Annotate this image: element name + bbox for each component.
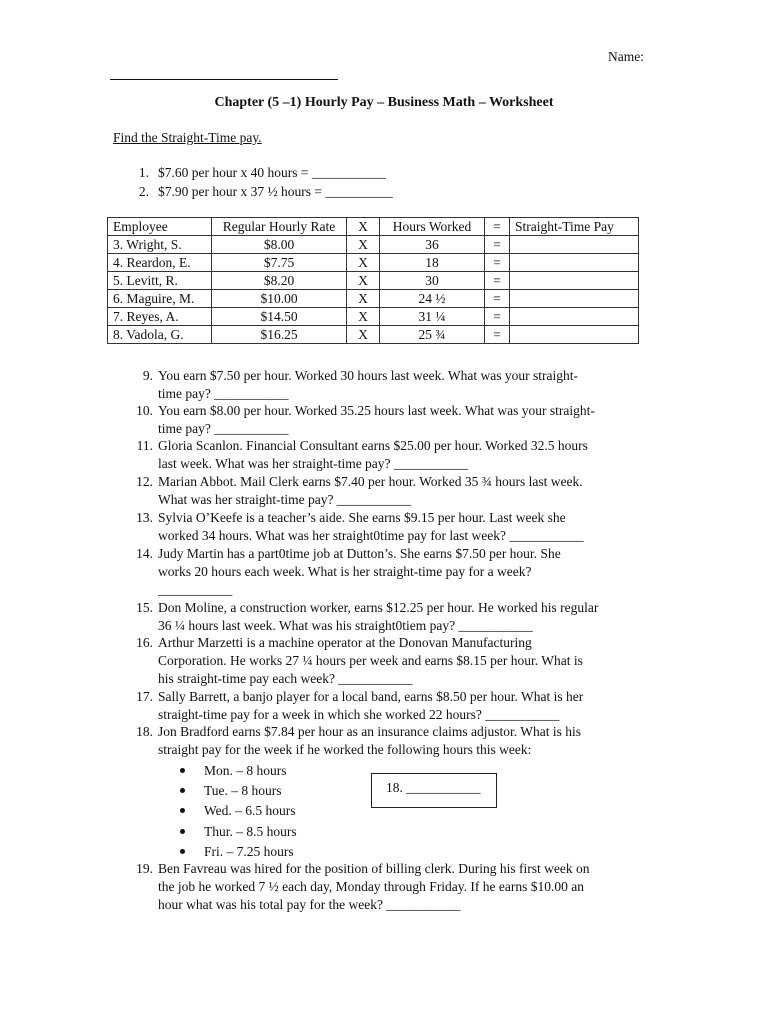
problem-number: 1. (138, 165, 149, 180)
table-header-row (108, 218, 639, 236)
question-line: Judy Martin has a part0time job at Dutton’s. She earns $7.50 per hour. She (158, 546, 561, 561)
question-line: Sylvia O’Keefe is a teacher’s aide. She earns $9.15 per hour. Last week she (158, 510, 566, 525)
pay-answer-cell[interactable] (510, 254, 639, 272)
bullet-icon (180, 849, 185, 854)
question-line: his straight-time pay each week? ___________ (158, 670, 413, 686)
hours-cell: 18 (380, 254, 485, 272)
pay-answer-cell[interactable] (510, 326, 639, 344)
times-cell: X (347, 254, 380, 272)
question-line: Jon Bradford earns $7.84 per hour as an insurance claims adjustor. What is his (158, 724, 582, 739)
equals-cell: = (485, 272, 510, 290)
rate-cell: $14.50 (212, 308, 347, 326)
column-header: Straight-Time Pay (510, 218, 639, 236)
question-line: 36 ¼ hours last week. What was his straight0tiem pay? ___________ (158, 617, 533, 633)
question-line: the job he worked 7 ½ each day, Monday through Friday. If he earns $10.00 an (158, 878, 585, 894)
equals-cell: = (485, 308, 510, 326)
question-line: worked 34 hours. What was her straight0time pay for last week? ___________ (158, 527, 584, 543)
pay-answer-cell[interactable] (510, 236, 639, 254)
table-row (108, 272, 639, 290)
column-header: Hours Worked (380, 218, 485, 236)
times-cell: X (347, 236, 380, 254)
hours-cell: 31 ¼ (380, 308, 485, 326)
problem-number: 2. (138, 184, 149, 199)
question-number: 9. (142, 368, 153, 383)
answer-box-label: 18. ___________ (386, 780, 481, 795)
column-header: Regular Hourly Rate (212, 218, 347, 236)
column-header: Employee (108, 218, 212, 236)
table-row (108, 326, 639, 344)
employee-cell: 4. Reardon, E. (108, 254, 212, 272)
table-row (108, 290, 639, 308)
question-number: 15. (136, 600, 153, 615)
question-line: Don Moline, a construction worker, earns $12.25 per hour. He worked his regular (158, 600, 599, 615)
question-line: straight pay for the week if he worked the following hours this week: (158, 741, 532, 757)
question-line: You earn $7.50 per hour. Worked 30 hours last week. What was your straight- (158, 368, 578, 383)
bullet-icon (180, 788, 185, 793)
times-cell: X (347, 326, 380, 344)
times-cell: X (347, 272, 380, 290)
equals-cell: = (485, 290, 510, 308)
bullet-icon (180, 768, 185, 773)
column-header: = (485, 218, 510, 236)
equals-cell: = (485, 254, 510, 272)
question-number: 18. (136, 724, 153, 739)
equals-cell: = (485, 236, 510, 254)
question-line: Gloria Scanlon. Financial Consultant earns $25.00 per hour. Worked 32.5 hours (158, 438, 588, 453)
pay-answer-cell[interactable] (510, 290, 639, 308)
question-number: 19. (136, 861, 153, 876)
question-line: You earn $8.00 per hour. Worked 35.25 hours last week. What was your straight- (158, 403, 595, 418)
rate-cell: $10.00 (212, 290, 347, 308)
question-line: works 20 hours each week. What is her straight-time pay for a week? (158, 563, 532, 579)
question-number: 16. (136, 635, 153, 650)
bullet-icon (180, 829, 185, 834)
question-number: 17. (136, 689, 153, 704)
times-cell: X (347, 290, 380, 308)
answer-box-18[interactable] (371, 773, 497, 808)
question-line: What was her straight-time pay? ___________ (158, 491, 412, 507)
question-number: 11. (136, 438, 153, 453)
instruction-text: Find the Straight-Time pay. (113, 130, 262, 145)
rate-cell: $8.20 (212, 272, 347, 290)
pay-answer-cell[interactable] (510, 272, 639, 290)
employee-cell: 6. Maguire, M. (108, 290, 212, 308)
name-label: Name: (608, 49, 644, 64)
pay-answer-cell[interactable] (510, 308, 639, 326)
rate-cell: $7.75 (212, 254, 347, 272)
hours-cell: 30 (380, 272, 485, 290)
rate-cell: $16.25 (212, 326, 347, 344)
question-number: 14. (136, 546, 153, 561)
question-line: Arthur Marzetti is a machine operator at the Donovan Manufacturing (158, 635, 532, 650)
straight-time-pay-table (107, 217, 639, 344)
times-cell: X (347, 308, 380, 326)
question-line: last week. What was her straight-time pay? ___________ (158, 455, 469, 471)
employee-cell: 7. Reyes, A. (108, 308, 212, 326)
worksheet-title: Chapter (5 –1) Hourly Pay – Business Math – Worksheet (214, 95, 554, 110)
question-number: 10. (136, 403, 153, 418)
question-line: Marian Abbot. Mail Clerk earns $7.40 per hour. Worked 35 ¾ hours last week. (158, 474, 583, 489)
question-line: Ben Favreau was hired for the position of billing clerk. During his first week on (158, 861, 590, 876)
employee-cell: 8. Vadola, G. (108, 326, 212, 344)
hours-cell: 36 (380, 236, 485, 254)
problem-text: $7.60 per hour x 40 hours = ___________ (158, 165, 387, 180)
employee-cell: 5. Levitt, R. (108, 272, 212, 290)
problem-text: $7.90 per hour x 37 ½ hours = __________ (158, 184, 393, 199)
question-line: Corporation. He works 27 ¼ hours per week and earns $8.15 per hour. What is (158, 652, 583, 668)
hours-cell: 24 ½ (380, 290, 485, 308)
employee-cell: 3. Wright, S. (108, 236, 212, 254)
hours-cell: 25 ¾ (380, 326, 485, 344)
question-number: 12. (136, 474, 153, 489)
question-line: straight-time pay for a week in which she worked 22 hours? ___________ (158, 706, 560, 722)
question-line: time pay? ___________ (158, 385, 289, 401)
question-line: ___________ (158, 581, 233, 597)
rate-cell: $8.00 (212, 236, 347, 254)
question-line: hour what was his total pay for the week? ___________ (158, 896, 461, 912)
equals-cell: = (485, 326, 510, 344)
table-row (108, 254, 639, 272)
column-header: X (347, 218, 380, 236)
question-line: Sally Barrett, a banjo player for a local band, earns $8.50 per hour. What is her (158, 689, 584, 704)
name-blank-line (110, 79, 338, 80)
bullet-icon (180, 808, 185, 813)
question-line: time pay? ___________ (158, 420, 289, 436)
table-row (108, 308, 639, 326)
table-row (108, 236, 639, 254)
question-number: 13. (136, 510, 153, 525)
